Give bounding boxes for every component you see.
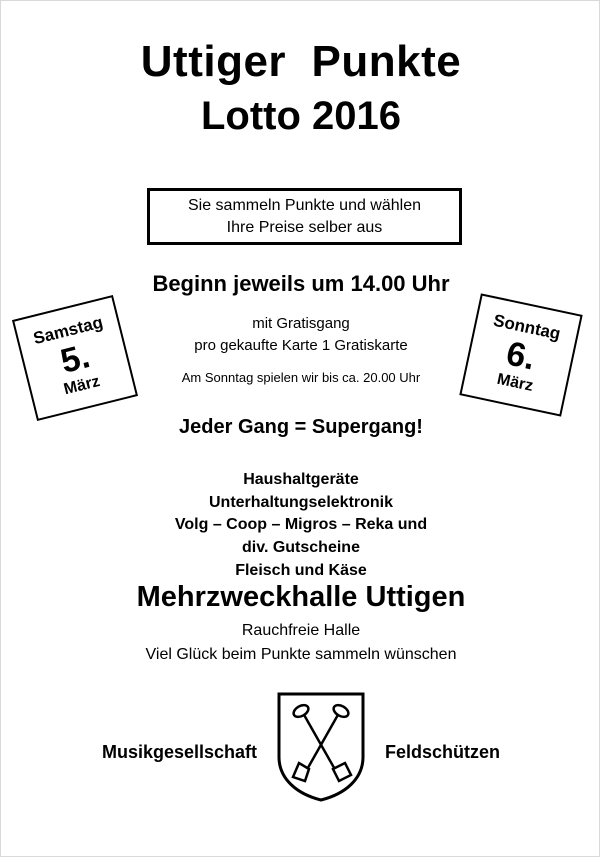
organizer-left-label: Musikgesellschaft bbox=[101, 741, 258, 762]
prize-item: Fleisch und Käse bbox=[235, 561, 367, 579]
poster-title bbox=[1, 39, 600, 139]
slogan-line-1: Sie sammeln Punkte und wählen bbox=[187, 196, 422, 214]
info-line-1: mit Gratisgang bbox=[252, 315, 350, 332]
date-card-sunday bbox=[459, 293, 582, 416]
begin-time-line: Beginn jeweils um 14.00 Uhr bbox=[152, 271, 450, 296]
date-month: März bbox=[62, 372, 102, 399]
prize-item: Haushaltgeräte bbox=[243, 471, 359, 488]
supergang-line: Jeder Gang = Supergang! bbox=[179, 416, 423, 438]
title-line-2: Lotto 2016 bbox=[200, 94, 402, 139]
sunday-note-line: Am Sonntag spielen wir bis ca. 20.00 Uhr bbox=[181, 370, 421, 385]
prize-item: Unterhaltungselektronik bbox=[208, 493, 394, 511]
organizer-right-label: Feldschützen bbox=[385, 741, 501, 762]
info-line-2: pro gekaufte Karte 1 Gratiskarte bbox=[194, 336, 408, 354]
organizer-footer bbox=[1, 701, 600, 803]
venue-note-1: Rauchfreie Halle bbox=[241, 622, 361, 639]
title-line-1: Uttiger Punkte bbox=[140, 37, 462, 86]
date-month: März bbox=[495, 370, 535, 395]
date-day: 6. bbox=[502, 334, 539, 378]
slogan-line-2: Ihre Preise selber aus bbox=[226, 218, 383, 236]
date-weekday: Samstag bbox=[31, 312, 105, 349]
date-weekday: Sonntag bbox=[491, 310, 563, 344]
crossed-tools-shield-icon bbox=[275, 691, 367, 803]
date-day: 5. bbox=[56, 337, 94, 381]
prize-item: div. Gutscheine bbox=[242, 539, 360, 557]
venue-notes bbox=[1, 619, 600, 667]
venue-name: Mehrzweckhalle Uttigen bbox=[136, 581, 466, 613]
venue-note-2: Viel Glück beim Punkte sammeln wünschen bbox=[145, 646, 457, 663]
prize-list bbox=[1, 469, 600, 583]
slogan-box bbox=[147, 188, 462, 245]
prize-item: Volg – Coop – Migros – Reka und bbox=[174, 516, 428, 534]
